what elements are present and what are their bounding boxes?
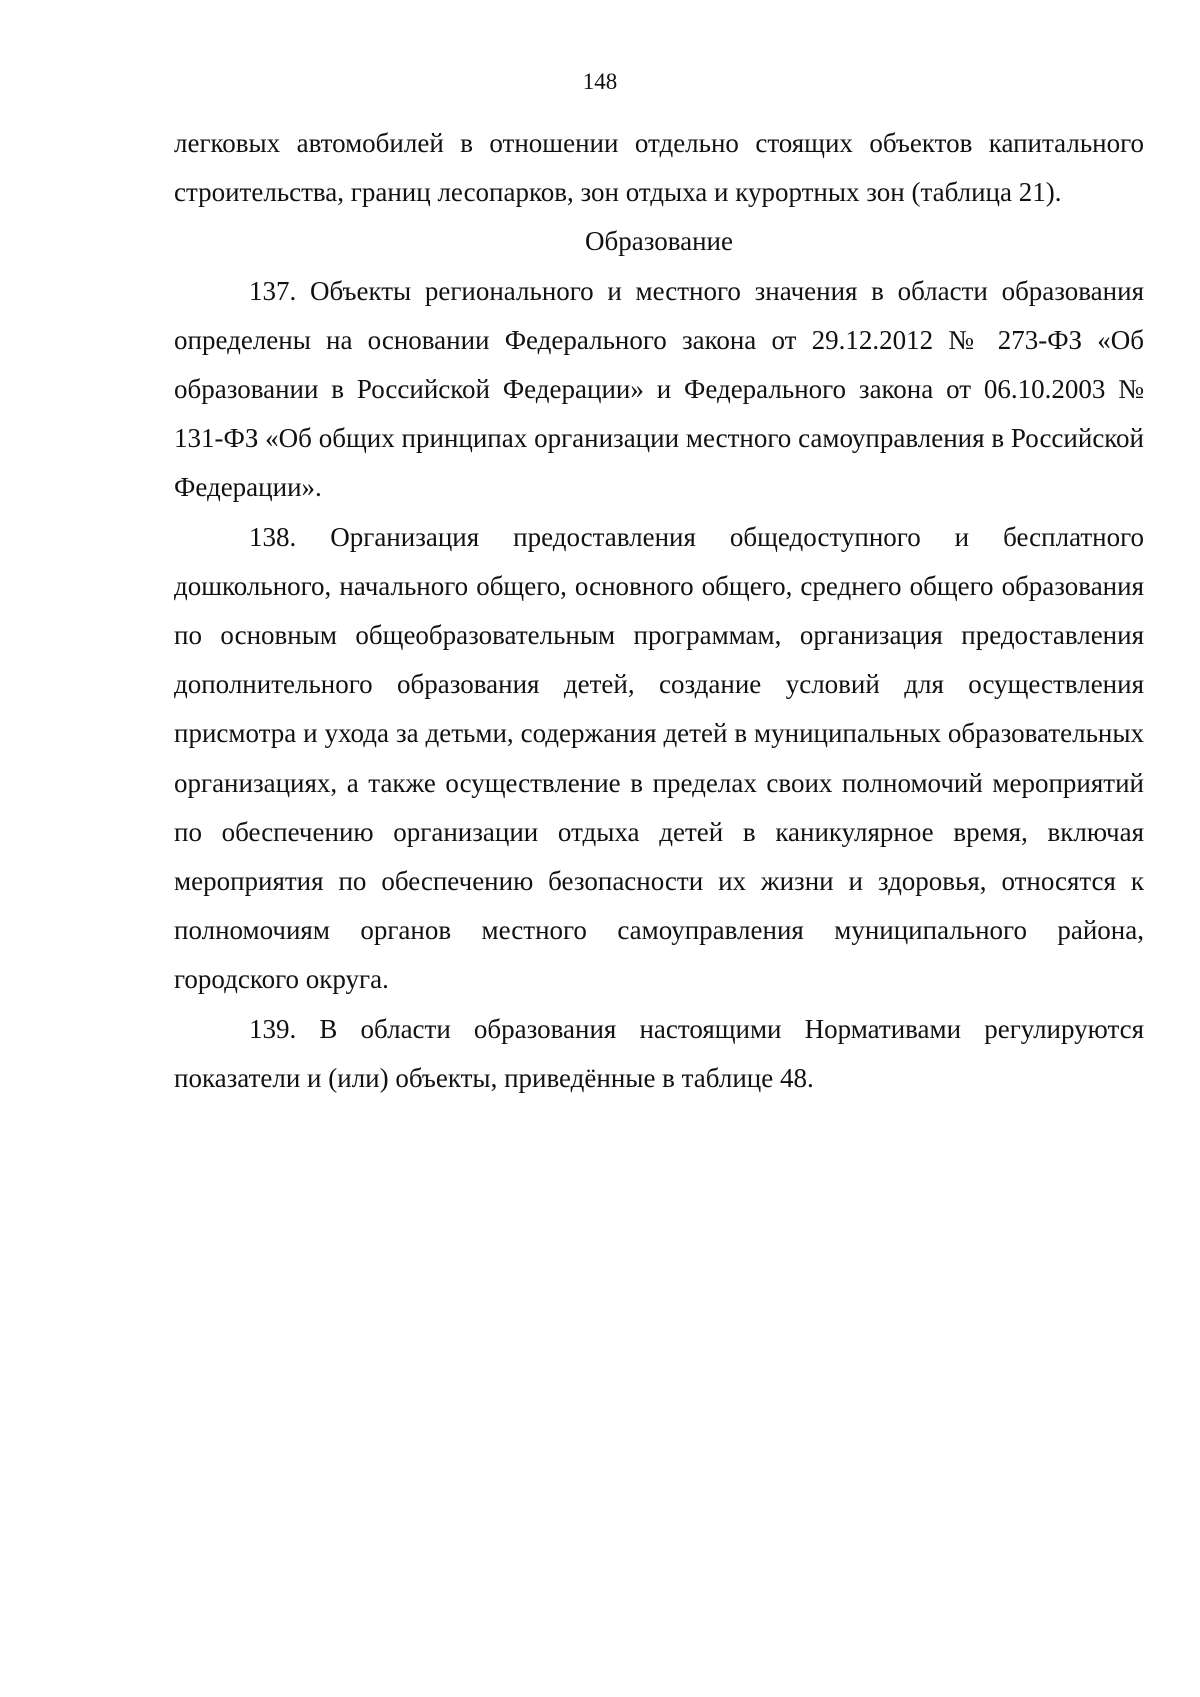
paragraph-137: 137. Объекты регионального и местного значения в области образования определены на основании Федерального закона от 29.12.2012 № 273-ФЗ «Об образовании в Российской Федерации» и Федерального закона от 06.10.2003 № 131-ФЗ «Об общих принципах организации местного самоуправления в Российской Федерации». — [174, 275, 1144, 503]
document-body — [174, 119, 1144, 1103]
paragraph-139: 139. В области образования настоящими Нормативами регулируются показатели и (или) объекты, приведённые в таблице 48. — [174, 1013, 1144, 1093]
page-number: 148 — [582, 69, 618, 94]
section-heading: Образование — [585, 226, 733, 257]
continuation-paragraph: легковых автомобилей в отношении отдельно стоящих объектов капитального строительства, границ лесопарков, зон отдыха и курортных зон (таблица 21). — [174, 128, 1144, 208]
paragraph-138: 138. Организация предоставления общедоступного и бесплатного дошкольного, начального общего, основного общего, среднего общего образования по основным общеобразовательным программам, организация предоставления дополнительного образования детей, создание условий для осуществления присмотра и ухода за детьми, содержания детей в муниципальных образовательных организациях, а также осуществление в пределах своих полномочий мероприятий по обеспечению организации отдыха детей в каникулярное время, включая мероприятия по обеспечению безопасности их жизни и здоровья, относятся к полномочиям органов местного самоуправления муниципального района, городского округа. — [174, 521, 1144, 995]
